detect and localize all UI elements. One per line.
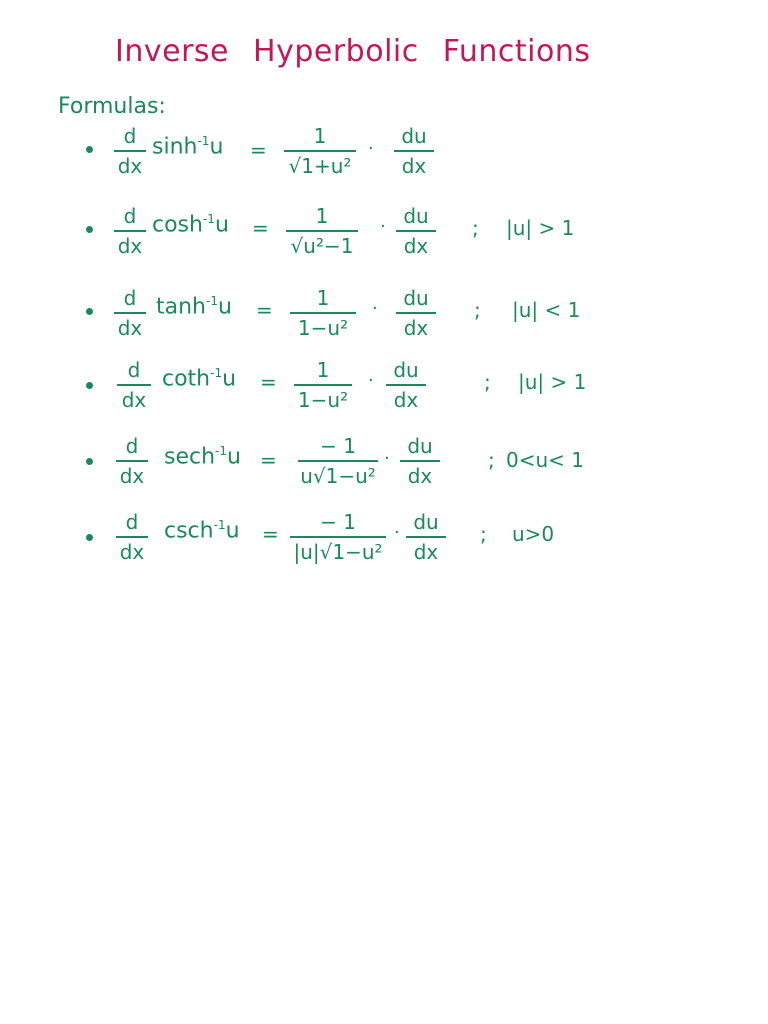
equals-sign: = bbox=[252, 216, 269, 240]
function-label: sinh bbox=[152, 134, 198, 160]
function-name bbox=[164, 444, 241, 469]
variable: u bbox=[222, 366, 237, 392]
function-name bbox=[152, 212, 229, 237]
du-dx-fraction bbox=[384, 358, 428, 412]
function-label: sech bbox=[164, 444, 216, 470]
du-numerator: du bbox=[413, 510, 439, 534]
du-numerator: du bbox=[403, 286, 429, 310]
formula-row-csch bbox=[0, 508, 768, 568]
inverse-exponent: -1 bbox=[215, 444, 228, 458]
du-numerator: du bbox=[393, 358, 419, 382]
du-dx-fraction bbox=[404, 510, 448, 564]
derivative-operator bbox=[112, 124, 148, 178]
equals-sign: = bbox=[250, 138, 267, 162]
rhs-denominator: √1+u² bbox=[288, 154, 352, 178]
rhs-numerator: − 1 bbox=[320, 434, 356, 458]
dx-denominator: dx bbox=[393, 388, 419, 412]
rhs-numerator: 1 bbox=[313, 124, 327, 148]
multiply-dot: · bbox=[394, 522, 400, 543]
equals-sign: = bbox=[256, 298, 273, 322]
bullet bbox=[86, 226, 93, 233]
equals-sign: = bbox=[260, 370, 277, 394]
rhs-numerator: 1 bbox=[316, 358, 330, 382]
formula-row-sinh bbox=[0, 120, 768, 180]
dx-denominator: dx bbox=[403, 316, 429, 340]
rhs-denominator: 1−u² bbox=[297, 316, 349, 340]
rhs-fraction bbox=[288, 510, 388, 564]
formula-row-cosh bbox=[0, 200, 768, 260]
variable: u bbox=[227, 444, 241, 470]
du-numerator: du bbox=[401, 124, 427, 148]
inverse-exponent: -1 bbox=[206, 294, 218, 308]
page-title: Inverse Hyperbolic Functions bbox=[115, 34, 591, 69]
rhs-numerator: 1 bbox=[316, 286, 330, 310]
variable: u bbox=[209, 134, 224, 160]
variable: u bbox=[217, 294, 232, 320]
bullet bbox=[86, 458, 93, 465]
derivative-operator bbox=[114, 510, 150, 564]
rhs-denominator: 1−u² bbox=[297, 388, 349, 412]
variable: u bbox=[225, 518, 240, 544]
rhs-denominator: √u²−1 bbox=[290, 234, 354, 258]
formula-row-tanh bbox=[0, 282, 768, 342]
inverse-exponent: -1 bbox=[202, 212, 215, 226]
bullet bbox=[86, 308, 93, 315]
function-label: csch bbox=[164, 518, 214, 544]
du-numerator: du bbox=[403, 204, 429, 228]
function-name bbox=[162, 366, 236, 391]
derivative-numerator: d bbox=[123, 204, 137, 228]
inverse-exponent: -1 bbox=[197, 134, 210, 148]
formula-row-coth bbox=[0, 356, 768, 416]
formulas-heading: Formulas: bbox=[58, 94, 166, 119]
derivative-operator bbox=[112, 286, 148, 340]
inverse-exponent: -1 bbox=[210, 366, 223, 380]
derivative-numerator: d bbox=[123, 124, 137, 148]
derivative-denominator: dx bbox=[119, 540, 145, 564]
multiply-dot: · bbox=[368, 370, 374, 391]
dx-denominator: dx bbox=[401, 154, 427, 178]
derivative-numerator: d bbox=[123, 286, 137, 310]
derivative-denominator: dx bbox=[121, 388, 147, 412]
multiply-dot: · bbox=[368, 138, 374, 159]
bullet bbox=[86, 534, 93, 541]
du-dx-fraction bbox=[392, 124, 436, 178]
function-name bbox=[152, 134, 223, 159]
du-dx-fraction bbox=[394, 204, 438, 258]
bullet bbox=[86, 146, 93, 153]
condition-separator: ; bbox=[488, 448, 495, 472]
rhs-fraction bbox=[292, 358, 354, 412]
derivative-denominator: dx bbox=[119, 464, 145, 488]
bullet bbox=[86, 382, 93, 389]
derivative-operator bbox=[114, 434, 150, 488]
equals-sign: = bbox=[260, 448, 277, 472]
du-dx-fraction bbox=[398, 434, 442, 488]
rhs-numerator: − 1 bbox=[320, 510, 356, 534]
du-dx-fraction bbox=[394, 286, 438, 340]
inverse-exponent: -1 bbox=[213, 518, 226, 532]
domain-condition: 0<u< 1 bbox=[506, 448, 584, 472]
function-label: tanh bbox=[156, 294, 206, 320]
derivative-numerator: d bbox=[127, 358, 141, 382]
multiply-dot: · bbox=[384, 448, 390, 469]
function-label: coth bbox=[162, 366, 211, 392]
derivative-numerator: d bbox=[125, 434, 139, 458]
condition-separator: ; bbox=[472, 216, 479, 240]
variable: u bbox=[214, 212, 229, 238]
derivative-operator bbox=[112, 204, 148, 258]
dx-denominator: dx bbox=[413, 540, 439, 564]
function-name bbox=[164, 518, 240, 543]
formula-row-sech bbox=[0, 432, 768, 492]
condition-separator: ; bbox=[484, 370, 491, 394]
dx-denominator: dx bbox=[407, 464, 433, 488]
domain-condition: |u| > 1 bbox=[518, 370, 587, 394]
rhs-denominator: u√1−u² bbox=[300, 464, 376, 488]
rhs-numerator: 1 bbox=[315, 204, 329, 228]
du-numerator: du bbox=[407, 434, 433, 458]
domain-condition: u>0 bbox=[512, 522, 555, 546]
condition-separator: ; bbox=[480, 522, 487, 546]
derivative-denominator: dx bbox=[117, 234, 143, 258]
rhs-fraction bbox=[296, 434, 380, 488]
rhs-fraction bbox=[282, 124, 358, 178]
equals-sign: = bbox=[262, 522, 279, 546]
multiply-dot: · bbox=[372, 298, 378, 319]
rhs-denominator: |u|√1−u² bbox=[293, 540, 383, 564]
domain-condition: |u| < 1 bbox=[512, 298, 581, 322]
derivative-denominator: dx bbox=[117, 154, 143, 178]
rhs-fraction bbox=[284, 204, 360, 258]
derivative-operator bbox=[114, 358, 154, 412]
domain-condition: |u| > 1 bbox=[506, 216, 575, 240]
rhs-fraction bbox=[288, 286, 358, 340]
condition-separator: ; bbox=[474, 298, 481, 322]
dx-denominator: dx bbox=[403, 234, 429, 258]
multiply-dot: · bbox=[380, 216, 386, 237]
derivative-denominator: dx bbox=[117, 316, 143, 340]
function-name bbox=[156, 294, 232, 319]
derivative-numerator: d bbox=[125, 510, 139, 534]
function-label: cosh bbox=[152, 212, 203, 238]
